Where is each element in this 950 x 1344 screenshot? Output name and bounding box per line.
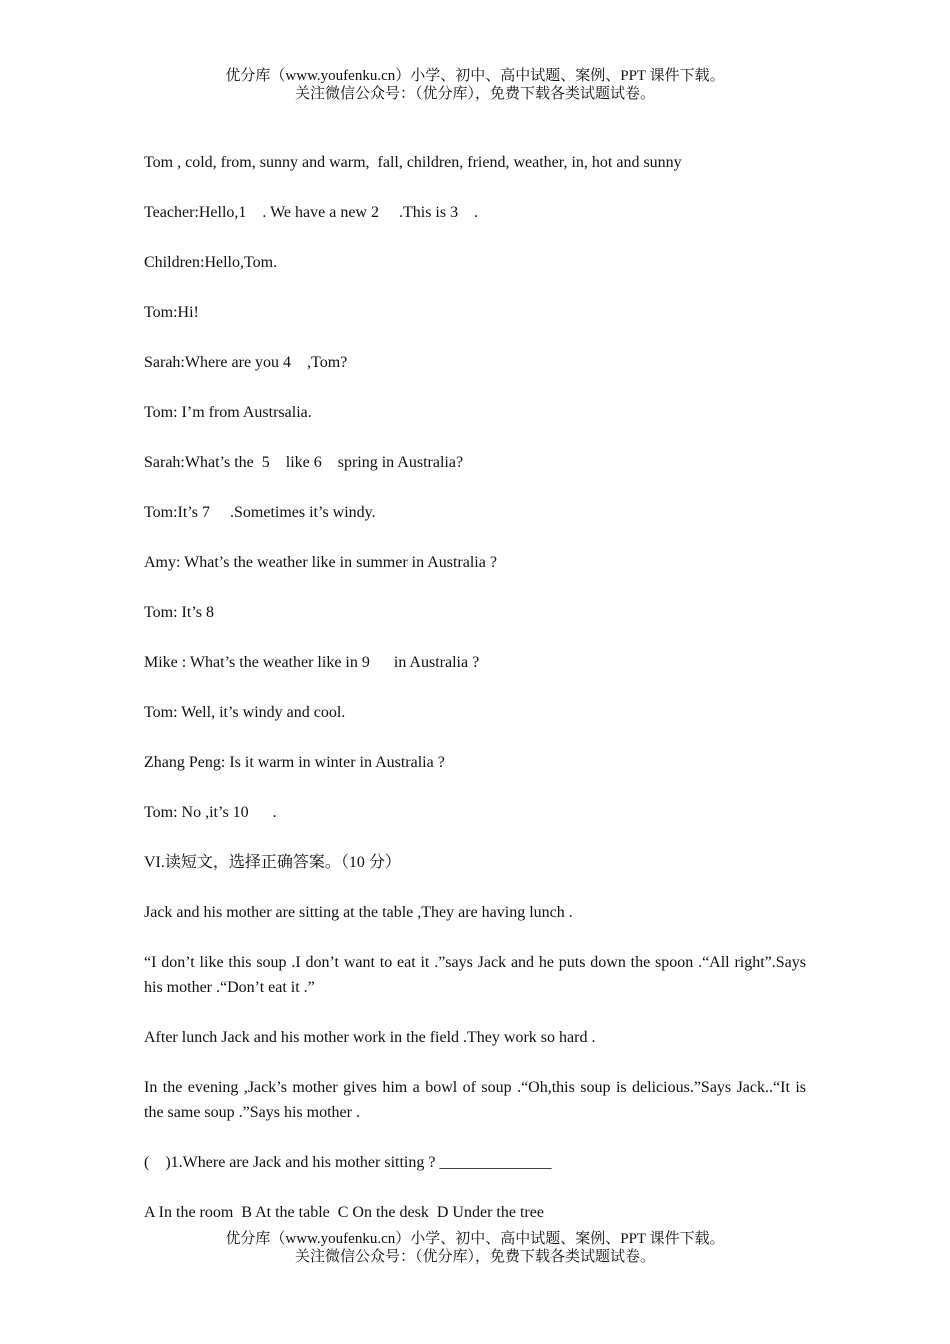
dialogue-line: Tom: I’m from Austrsalia.	[144, 404, 312, 421]
dialogue-line: Mike : What’s the weather like in 9 in Australia ?	[144, 654, 480, 671]
section-title: VI.读短文，选择正确答案。（10 分）	[144, 854, 401, 871]
passage-paragraph: Jack and his mother are sitting at the table ,They are having lunch .	[144, 904, 573, 921]
passage-paragraph: After lunch Jack and his mother work in the field .They work so hard .	[144, 1029, 596, 1046]
passage-paragraph: In the evening ,Jack’s mother gives him a bowl of soup .“Oh,this soup is delicious.”Says Jack..“It is the same soup .”Says his mother .	[144, 1079, 806, 1121]
header-line-1: 优分库（www.youfenku.cn）小学、初中、高中试题、案例、PPT 课件下载。	[225, 68, 725, 84]
question-1-options: A In the room B At the table C On the desk D Under the tree	[144, 1204, 544, 1221]
page-header	[0, 67, 950, 103]
dialogue-line: Tom:Hi!	[144, 304, 199, 321]
dialogue-line: Tom: Well, it’s windy and cool.	[144, 704, 346, 721]
footer-line-2: 关注微信公众号：（优分库），免费下载各类试题试卷。	[294, 1249, 655, 1265]
dialogue-line: Teacher:Hello,1 . We have a new 2 .This is 3 .	[144, 204, 479, 221]
dialogue-line: Zhang Peng: Is it warm in winter in Australia ?	[144, 754, 445, 771]
dialogue-line: Children:Hello,Tom.	[144, 254, 278, 271]
page-footer	[0, 1230, 950, 1266]
dialogue-line: Amy: What’s the weather like in summer in Australia ?	[144, 554, 497, 571]
question-1-stem: ( )1.Where are Jack and his mother sitting ? ______________	[144, 1154, 552, 1171]
document-body	[144, 150, 806, 1250]
passage-paragraph: “I don’t like this soup .I don’t want to eat it .”says Jack and he puts down the spoon .“All right”.Says his mother .“Don’t eat it .”	[144, 954, 806, 996]
header-line-2: 关注微信公众号：（优分库），免费下载各类试题试卷。	[294, 86, 655, 102]
dialogue-line: Tom: No ,it’s 10 .	[144, 804, 277, 821]
dialogue-line: Tom: It’s 8	[144, 604, 214, 621]
dialogue-line: Sarah:What’s the 5 like 6 spring in Australia?	[144, 454, 464, 471]
word-bank: Tom , cold, from, sunny and warm, fall, children, friend, weather, in, hot and sunny	[144, 154, 682, 171]
dialogue-line: Sarah:Where are you 4 ,Tom?	[144, 354, 348, 371]
dialogue-line: Tom:It’s 7 .Sometimes it’s windy.	[144, 504, 376, 521]
footer-line-1: 优分库（www.youfenku.cn）小学、初中、高中试题、案例、PPT 课件下载。	[225, 1231, 725, 1247]
